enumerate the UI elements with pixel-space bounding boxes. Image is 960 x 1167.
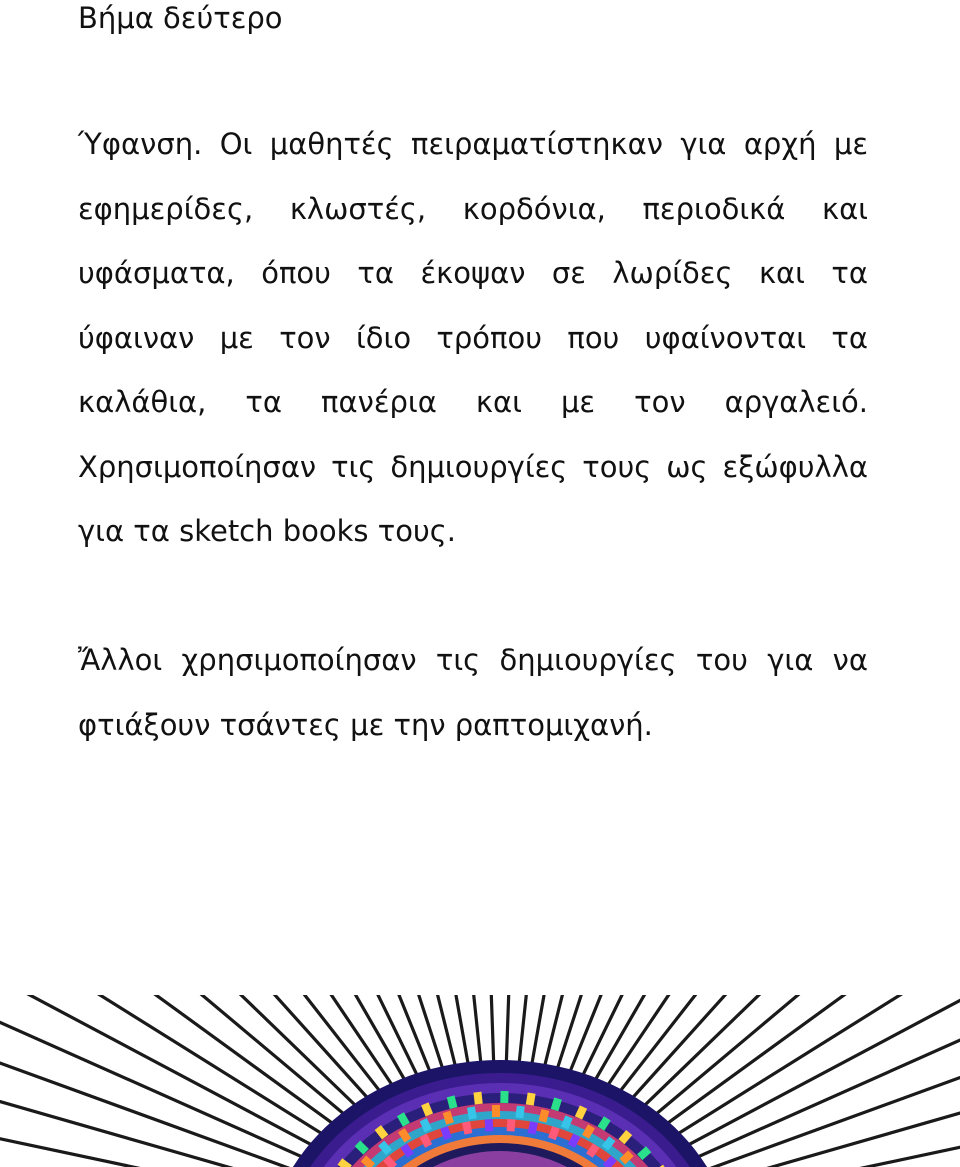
woven-rings — [264, 1060, 736, 1167]
paragraph-others — [78, 628, 868, 757]
text-line: Ἄλλοι χρησιμοποίησαν τις δημιουργίες του για να — [78, 643, 868, 677]
text-line: καλάθια, τα πανέρια και με τον αργαλειό. — [78, 385, 868, 419]
weave-strip — [515, 1106, 524, 1119]
weave-strip — [473, 1092, 482, 1105]
text-line: Ύφανση. Οι μαθητές πειραματίστηκαν για αρχή με — [78, 127, 868, 161]
text-line: υφάσματα, όπου τα έκοψαν σε λωρίδες και τα — [78, 256, 868, 290]
text-line: φτιάξουν τσάντες με την ραπτομιχανή. — [78, 707, 653, 742]
text-line: ύφαιναν με τον ίδιο τρόπου που υφαίνονται τα — [78, 320, 868, 355]
text-line: Χρησιμοποίησαν τις δημιουργίες τους ως εξώφυλλα — [78, 449, 868, 484]
weave-strip — [507, 1119, 516, 1132]
page-title: Βήμα δεύτερο — [78, 1, 283, 35]
woven-circle-photo — [0, 995, 960, 1167]
text-line: εφημερίδες, κλωστές, κορδόνια, περιοδικά και — [78, 191, 868, 226]
weave-strip — [485, 1119, 494, 1132]
weave-strip — [500, 1091, 508, 1103]
text-line: για τα sketch books τους. — [78, 514, 456, 548]
paragraph-weaving — [78, 112, 868, 564]
weave-strip — [492, 1105, 500, 1117]
